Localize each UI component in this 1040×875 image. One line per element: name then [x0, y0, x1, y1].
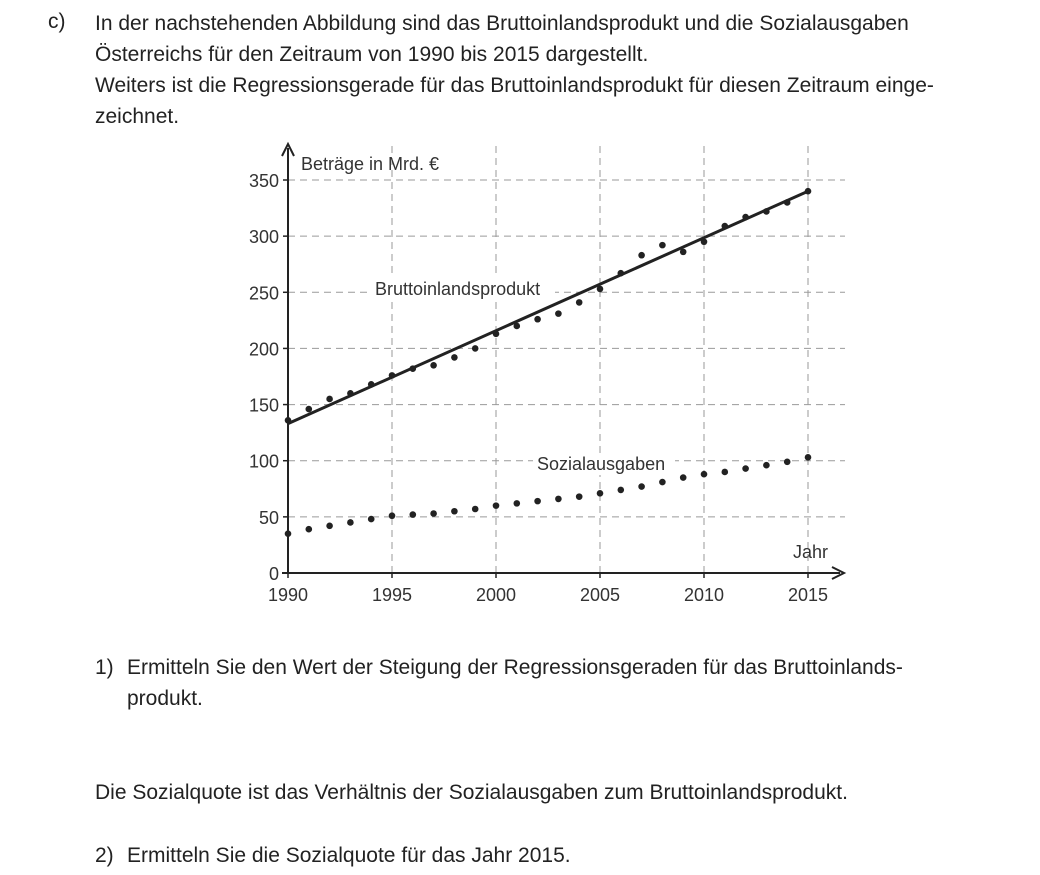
gdp-point — [326, 396, 333, 403]
regression-line — [288, 191, 808, 423]
series-label-bruttoinlandsprodukt: Bruttoinlandsprodukt — [375, 279, 541, 299]
question-1-line-1: Ermitteln Sie den Wert der Steigung der Regressionsgeraden für das Bruttoinlands- — [127, 656, 903, 679]
x-axis-title: Jahr — [792, 542, 828, 562]
social-spending-point — [701, 471, 708, 478]
social-spending-point — [326, 523, 333, 530]
social-spending-point — [638, 483, 645, 490]
gdp-point — [680, 249, 687, 256]
question-1-line-2: produkt. — [127, 687, 203, 710]
gdp-point — [306, 406, 313, 413]
social-spending-point — [514, 500, 521, 507]
question-2-number: 2) — [95, 844, 114, 867]
gdp-point — [722, 223, 729, 230]
social-spending-point — [472, 506, 479, 513]
data-points — [285, 188, 812, 537]
social-spending-point — [306, 526, 313, 533]
social-spending-point — [576, 493, 583, 500]
x-tick-label: 1990 — [267, 585, 309, 605]
gdp-point — [597, 286, 604, 293]
gdp-point — [659, 242, 666, 249]
gdp-point — [347, 390, 354, 397]
gdp-point — [555, 310, 562, 317]
question-2-text: Ermitteln Sie die Sozialquote für das Jahr 2015. — [127, 844, 571, 867]
y-tick-label: 100 — [248, 451, 279, 472]
y-tick-label: 300 — [248, 227, 279, 248]
social-spending-point — [784, 459, 791, 466]
y-tick-label: 200 — [248, 339, 279, 360]
social-spending-point — [555, 496, 562, 503]
gdp-point — [742, 214, 749, 221]
social-spending-point — [493, 502, 500, 509]
gdp-point — [368, 381, 375, 388]
y-tick-label: 0 — [268, 564, 279, 584]
gdp-point — [618, 270, 625, 277]
gdp-point — [514, 323, 521, 330]
gdp-point — [763, 208, 770, 215]
gdp-point — [410, 365, 417, 372]
social-spending-point — [430, 510, 437, 517]
gdp-point — [493, 331, 500, 338]
social-spending-point — [659, 479, 666, 486]
series-label-sozialausgaben: Sozialausgaben — [537, 454, 666, 474]
y-tick-label: 350 — [248, 171, 279, 191]
y-axis-title: Beträge in Mrd. € — [301, 154, 440, 174]
gdp-point — [472, 345, 479, 352]
gdp-point — [534, 316, 541, 323]
x-tick-label: 2015 — [787, 585, 829, 605]
intro-line-1: In der nachstehenden Abbildung sind das Bruttoinlandsprodukt und die Sozialausgaben — [95, 12, 909, 35]
gdp-point — [451, 354, 458, 361]
intro-line-4: zeichnet. — [95, 105, 180, 128]
social-spending-point — [742, 465, 749, 472]
intro-line-2: Österreichs für den Zeitraum von 1990 bis 2015 dargestellt. — [95, 43, 649, 66]
social-spending-point — [534, 498, 541, 505]
social-spending-point — [763, 462, 770, 469]
gdp-point — [701, 238, 708, 245]
social-spending-point — [347, 519, 354, 526]
task-marker: c) — [48, 10, 66, 33]
social-spending-point — [451, 508, 458, 515]
question-1-number: 1) — [95, 656, 114, 679]
social-spending-point — [410, 511, 417, 518]
social-spending-point — [368, 516, 375, 523]
y-tick-label: 150 — [248, 395, 279, 416]
social-spending-point — [805, 454, 812, 461]
axes — [282, 144, 844, 579]
social-spending-point — [722, 469, 729, 476]
x-tick-label: 2010 — [683, 585, 725, 605]
social-spending-point — [597, 490, 604, 497]
gdp-point — [784, 199, 791, 206]
x-tick-label: 1995 — [371, 585, 413, 605]
x-tick-label: 2005 — [579, 585, 621, 605]
social-spending-point — [389, 512, 396, 519]
social-spending-point — [680, 474, 687, 481]
axis-labels — [249, 171, 828, 605]
gdp-point — [805, 188, 812, 195]
grid — [288, 143, 845, 573]
gdp-point — [576, 299, 583, 306]
intro-line-3: Weiters ist die Regressionsgerade für das Bruttoinlandsprodukt für diesen Zeitraum einge- — [95, 74, 934, 97]
gdp-point — [430, 362, 437, 369]
gdp-point — [638, 252, 645, 259]
y-tick-label: 250 — [248, 283, 279, 304]
y-tick-label: 50 — [258, 507, 279, 528]
gdp-point — [389, 372, 396, 379]
sozialquote-definition: Die Sozialquote ist das Verhältnis der Sozialausgaben zum Bruttoinlandsprodukt. — [95, 781, 848, 804]
social-spending-point — [618, 487, 625, 494]
x-tick-label: 2000 — [475, 585, 517, 605]
